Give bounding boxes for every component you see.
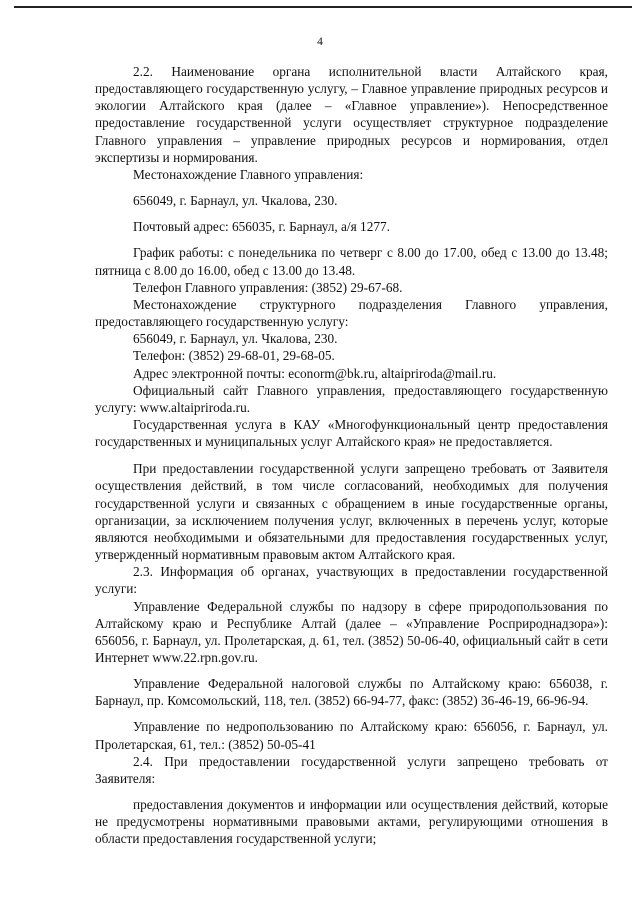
page-number: 4	[317, 36, 323, 48]
document-body	[95, 63, 608, 848]
paragraph-phone: Телефон Главного управления: (3852) 29-67-68.	[133, 279, 403, 295]
paragraph-tax-service: Управление Федеральной налоговой службы по Алтайскому краю: 656038, г. Барнаул, пр. Комсомольский, 118, тел. (3852) 66-94-77, факс: (3852) 36-46-19, 66-96-94.	[95, 676, 608, 709]
paragraph-subdivision-address: 656049, г. Барнаул, ул. Чкалова, 230.	[133, 331, 338, 347]
paragraph-subdivision-location: Местонахождение структурного подразделения Главного управления, предоставляющего государственную услугу:	[95, 296, 608, 330]
top-rule	[14, 6, 632, 8]
paragraph-documents: предоставления документов и информации или осуществления действий, которые не предусмотрены нормативными правовыми актами, регулирующими отношения в области предоставления государственной услуги;	[95, 797, 608, 847]
paragraph-2-2: 2.2. Наименование органа исполнительной власти Алтайского края, предоставляющего государственную услугу, – Главное управление природных ресурсов и экологии Алтайского края (далее – «Главное управление»). Непосредственное предоставление государственной услуги осуществляет структурное подразделение Главного управления – управление природных ресурсов и нормирования, отдел экспертизы и нормирования.	[95, 64, 608, 165]
paragraph-address: 656049, г. Барнаул, ул. Чкалова, 230.	[133, 193, 338, 209]
paragraph-website: Официальный сайт Главного управления, предоставляющего государственную услугу: www.altaipriroda.ru.	[95, 382, 608, 415]
paragraph-subdivision-phone: Телефон: (3852) 29-68-01, 29-68-05.	[133, 348, 335, 364]
paragraph-postal-address: Почтовый адрес: 656035, г. Барнаул, а/я 1277.	[133, 219, 390, 235]
paragraph-subsoil: Управление по недропользованию по Алтайскому краю: 656056, г. Барнаул, ул. Пролетарская, 61, тел.: (3852) 50-05-41	[95, 719, 608, 752]
paragraph-prohibition: При предоставлении государственной услуги запрещено требовать от Заявителя осуществления действий, в том числе согласований, необходимых для получения государственной услуги и связанных с обращением в иные государственные органы, организации, за исключением получения услуг, включенных в перечень услуг, которые являются необходимыми и обязательными для предоставления государственных услуг, утвержденный нормативным правовым актом Алтайского края.	[95, 461, 608, 563]
paragraph-mfc: Государственная услуга в КАУ «Многофункциональный центр предоставления государственных и муниципальных услуг Алтайского края» не предоставляется.	[95, 416, 608, 450]
paragraph-2-3: 2.3. Информация об органах, участвующих в предоставлении государственной услуги:	[95, 564, 608, 597]
paragraph-2-4: 2.4. При предоставлении государственной услуги запрещено требовать от Заявителя:	[95, 753, 608, 786]
paragraph-work-schedule: График работы: с понедельника по четверг с 8.00 до 17.00, обед с 13.00 до 13.48; пятница с 8.00 до 16.00, обед с 13.00 до 13.48.	[95, 245, 608, 278]
paragraph-rosprirodnadzor: Управление Федеральной службы по надзору в сфере природопользования по Алтайскому краю и Республике Алтай (далее – «Управление Росприроднадзора»): 656056, г. Барнаул, ул. Пролетарская, д. 61, тел. (3852) 50-06-40, официальный сайт в сети Интернет www.22.rpn.gov.ru.	[95, 598, 608, 665]
paragraph-email: Адрес электронной почты: econorm@bk.ru, altaipriroda@mail.ru.	[133, 365, 497, 381]
paragraph-location-heading: Местонахождение Главного управления:	[133, 166, 364, 182]
